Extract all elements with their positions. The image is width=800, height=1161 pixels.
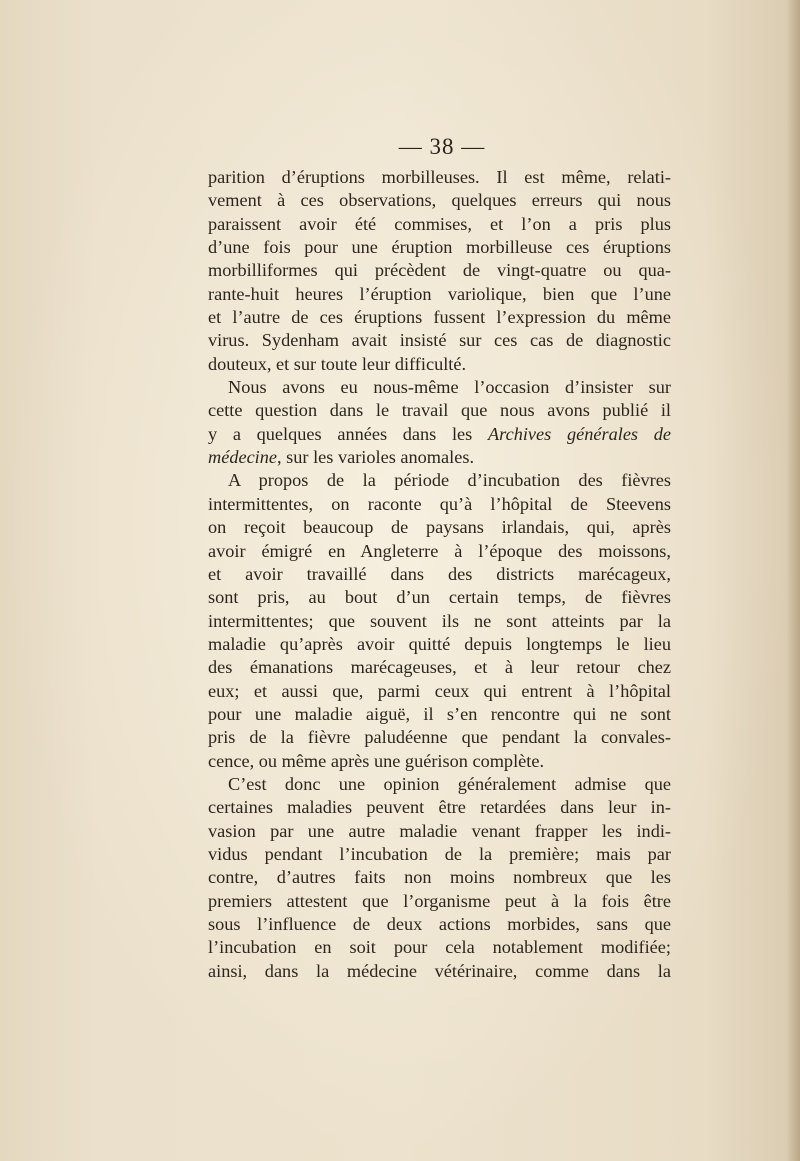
text-span: , sur les varioles anomales. — [277, 447, 475, 468]
text-line: maladie qu’après avoir quitté depuis longtemps le lieu — [208, 633, 671, 654]
text-line: intermittentes; que souvent ils ne sont atteints par la — [208, 610, 671, 631]
text-line: eux; et aussi que, parmi ceux qui entrent à l’hôpital — [208, 680, 671, 701]
text-line: et avoir travaillé dans des districts marécageux, — [208, 563, 671, 584]
paragraph-first-line: Nous avons eu nous-même l’occasion d’insister sur — [228, 377, 671, 398]
text-line: intermittentes, on raconte qu’à l’hôpital de Steevens — [208, 493, 671, 514]
text-span: y a quelques années dans les — [208, 423, 488, 444]
paragraph-last-line — [208, 446, 671, 469]
text-line: on reçoit beaucoup de paysans irlandais, qui, après — [208, 517, 671, 538]
paragraph-first-line: C’est donc une opinion généralement admise que — [228, 773, 671, 794]
text-line: pris de la fièvre paludéenne que pendant la convales- — [208, 727, 671, 748]
text-line: des émanations marécageuses, et à leur retour chez — [208, 657, 671, 678]
text-line: contre, d’autres faits non moins nombreux que les — [208, 867, 671, 888]
paragraph-last-line: cence, ou même après une guérison complète. — [208, 750, 545, 771]
text-line: avoir émigré en Angleterre à l’époque des moissons, — [208, 540, 671, 561]
text-line: l’incubation en soit pour cela notablement modifiée; — [208, 937, 671, 958]
paragraph-last-line: douteux, et sur toute leur difficulté. — [208, 353, 467, 374]
text-line: virus. Sydenham avait insisté sur ces cas de diagnostic — [208, 330, 671, 351]
text-line: vement à ces observations, quelques erreurs qui nous — [208, 190, 671, 211]
text-line: sont pris, au bout d’un certain temps, de fièvres — [208, 587, 671, 608]
text-line: cette question dans le travail que nous avons publié il — [208, 400, 671, 421]
text-line: pour une maladie aiguë, il s’en rencontre qui ne sont — [208, 703, 671, 724]
text-line: certaines maladies peuvent être retardées dans leur in- — [208, 797, 671, 818]
text-line: sous l’influence de deux actions morbides, sans que — [208, 914, 671, 934]
text-line: parition d’éruptions morbilleuses. Il est même, relati- — [208, 167, 671, 187]
journal-title-italic: médecine — [208, 447, 278, 468]
journal-title-italic: Archives générales de — [488, 423, 672, 444]
text-line — [208, 423, 671, 446]
text-line: vidus pendant l’incubation de la première; mais par — [208, 843, 671, 864]
text-line: ainsi, dans la médecine vétérinaire, comme dans la — [208, 960, 671, 981]
text-line: vasion par une autre maladie venant frapper les indi- — [208, 820, 671, 841]
body-text — [208, 166, 671, 983]
text-line: d’une fois pour une éruption morbilleuse ces éruptions — [208, 237, 671, 258]
page-edge-shadow — [786, 0, 800, 1161]
text-line: morbilliformes qui précèdent de vingt-quatre ou qua- — [208, 260, 671, 281]
text-line: rante-huit heures l’éruption variolique, bien que l’une — [208, 283, 671, 304]
paragraph-first-line: A propos de la période d’incubation des fièvres — [228, 470, 671, 491]
page-number: — 38 — — [398, 134, 486, 159]
text-line: paraissent avoir été commises, et l’on a pris plus — [208, 213, 671, 234]
text-line: premiers attestent que l’organisme peut à la fois être — [208, 890, 671, 911]
text-line: et l’autre de ces éruptions fussent l’expression du même — [208, 307, 671, 328]
